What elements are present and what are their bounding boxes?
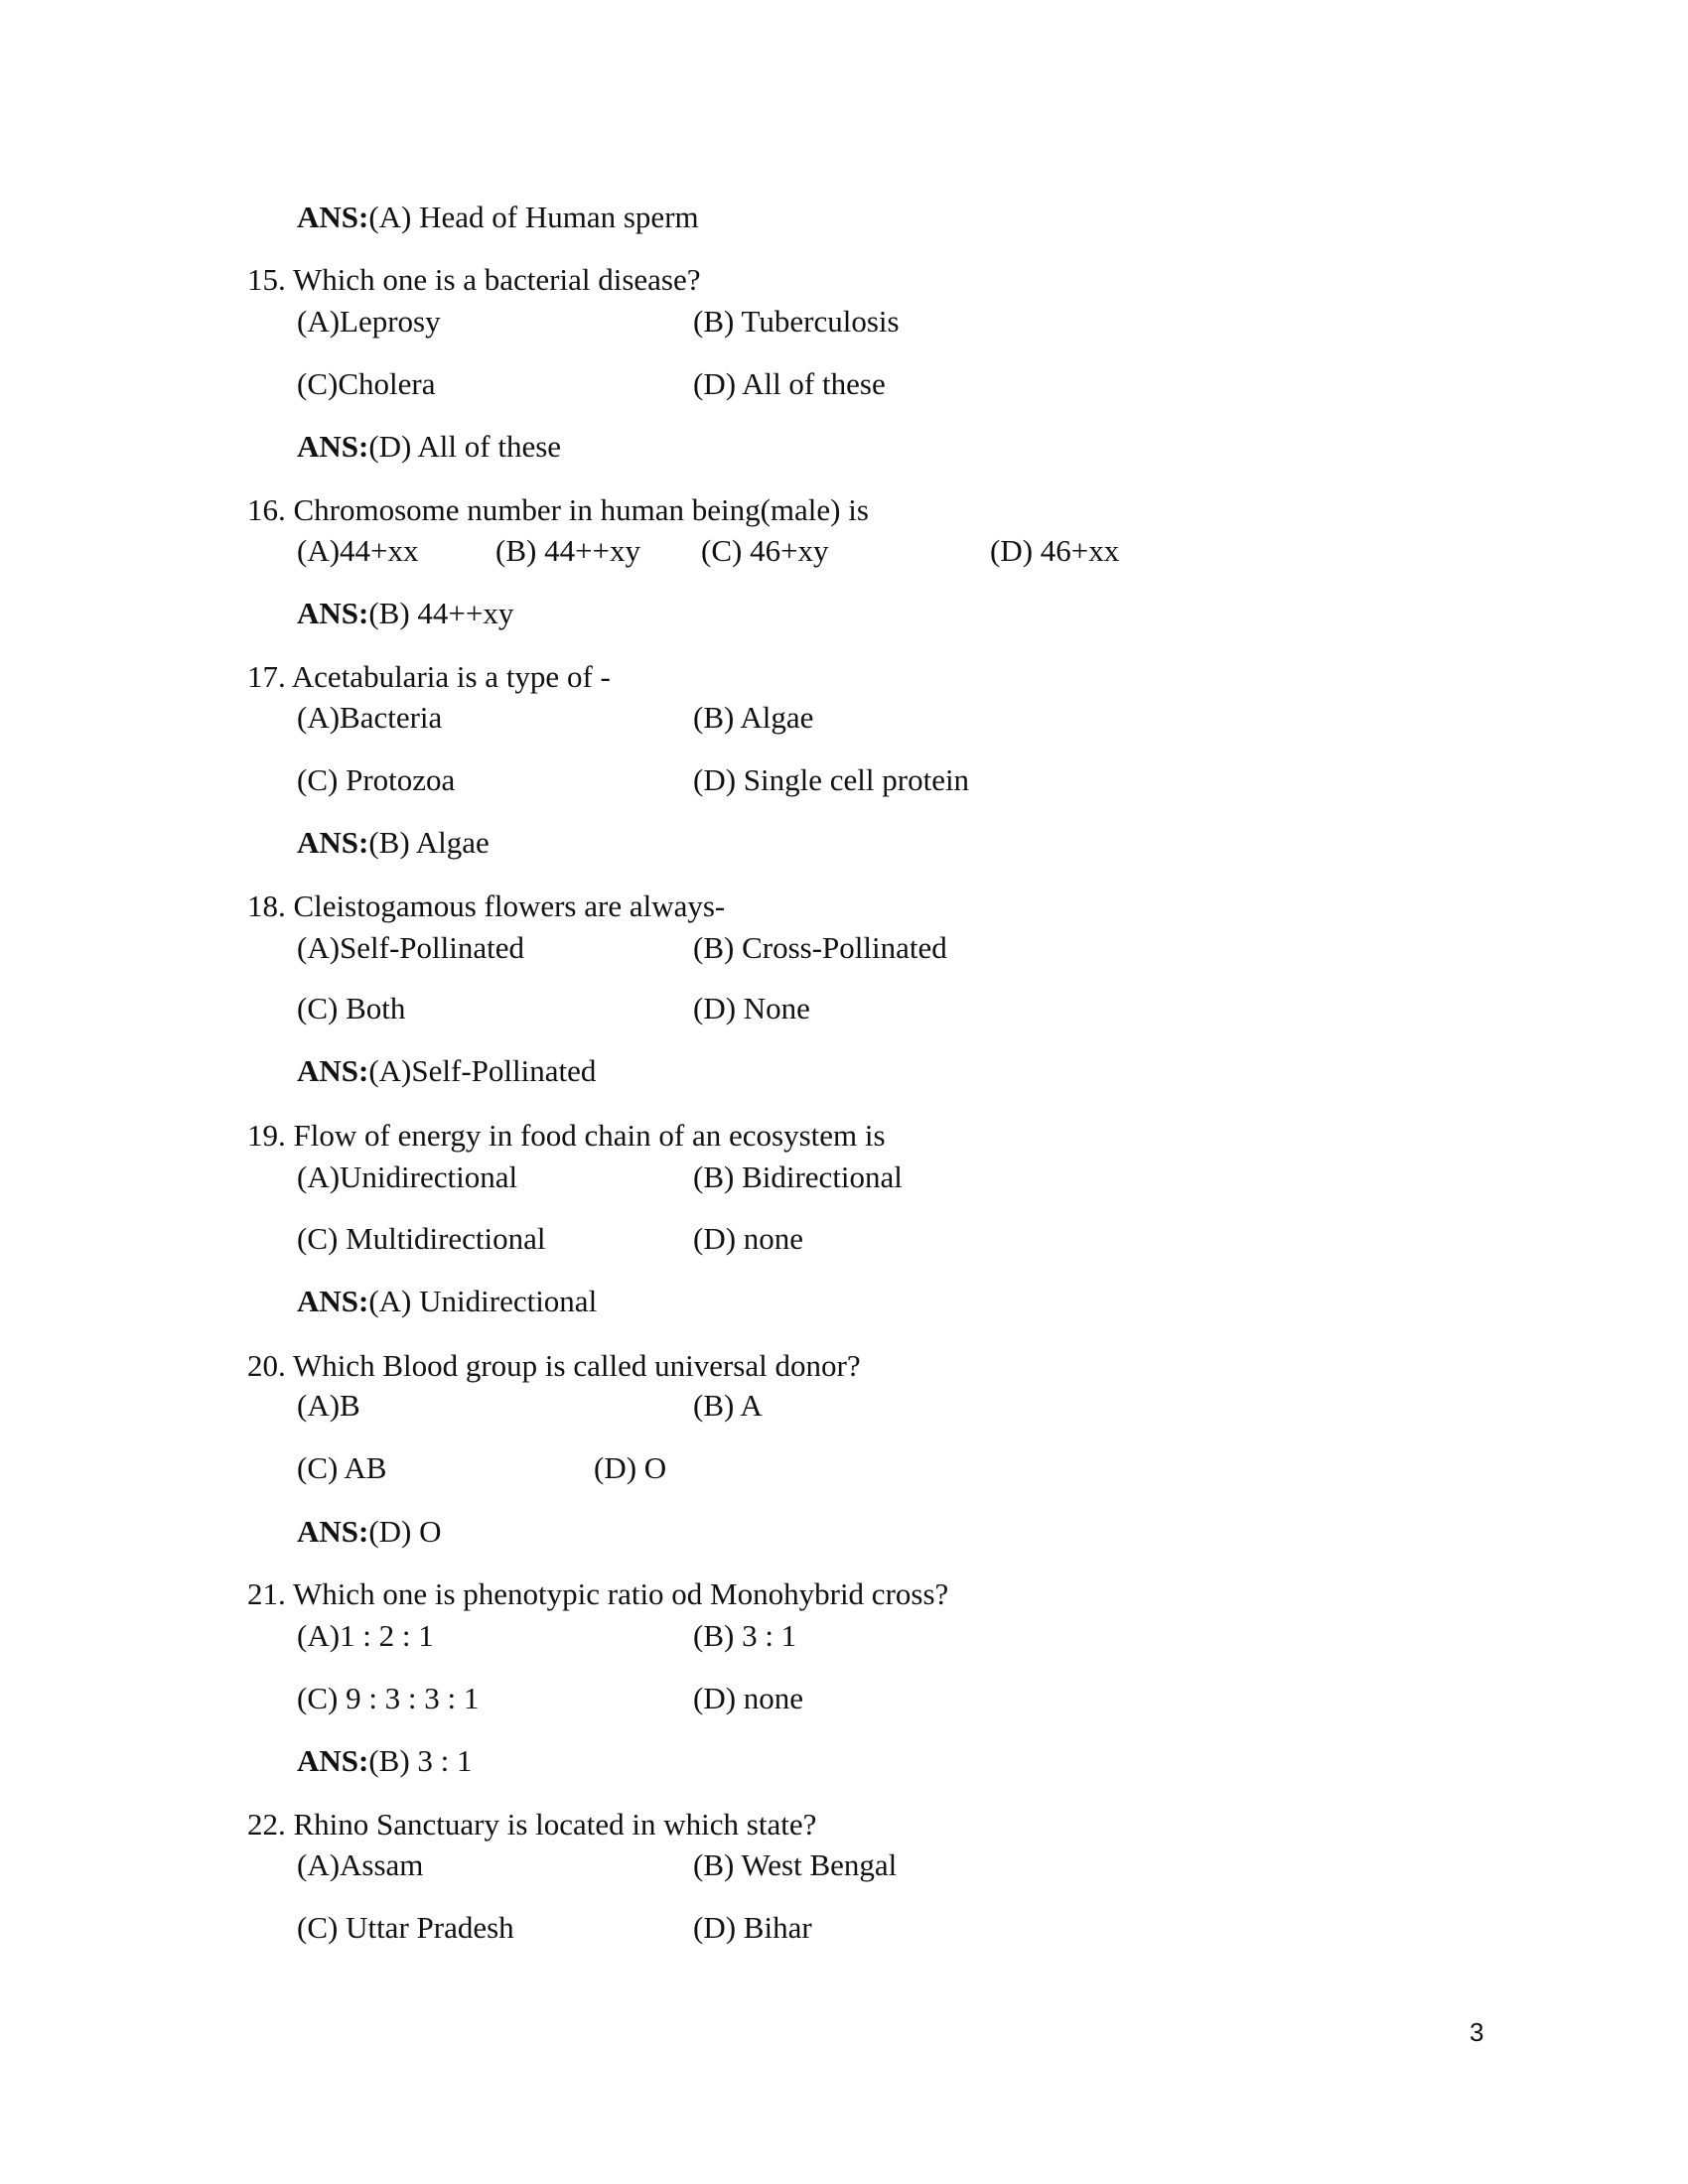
ans-label: ANS: <box>297 429 369 464</box>
option-a: (A)B <box>297 1388 360 1423</box>
option-c: (C) Both <box>297 991 406 1025</box>
question-20: 20. Which Blood group is called universal donor? <box>247 1348 861 1383</box>
ans-label: ANS: <box>297 1743 369 1778</box>
option-d: (D) None <box>693 991 810 1025</box>
option-a: (A)Self-Pollinated <box>297 930 525 965</box>
option-b: (B) A <box>693 1388 763 1423</box>
page-number: 3 <box>1470 2017 1484 2047</box>
answer-text: (D) All of these <box>368 429 562 464</box>
ans-label: ANS: <box>297 825 369 860</box>
option-c: (C) 9 : 3 : 3 : 1 <box>297 1681 480 1715</box>
option-b: (B) Bidirectional <box>693 1160 903 1194</box>
question-22: 22. Rhino Sanctuary is located in which state? <box>247 1807 817 1842</box>
answer-text: (B) Algae <box>368 825 490 860</box>
option-c: (C)Cholera <box>297 366 436 401</box>
option-d: (D) All of these <box>693 366 886 401</box>
option-a: (A)Leprosy <box>297 304 441 339</box>
option-d: (D) Single cell protein <box>693 762 970 797</box>
option-c: (C) AB <box>297 1450 387 1485</box>
option-b: (B) 44++xy <box>495 533 641 568</box>
option-d: (D) none <box>693 1221 804 1256</box>
option-d: (D) O <box>594 1450 667 1485</box>
answer-line <box>297 1741 473 1781</box>
question-19: 19. Flow of energy in food chain of an ecosystem is <box>247 1118 886 1153</box>
option-d: (D) none <box>693 1681 804 1715</box>
option-a: (A)1 : 2 : 1 <box>297 1618 434 1653</box>
answer-line <box>297 823 490 863</box>
option-a: (A)Assam <box>297 1847 424 1882</box>
option-a: (A)44+xx <box>297 533 419 568</box>
option-a: (A)Bacteria <box>297 700 443 735</box>
option-b: (B) West Bengal <box>693 1847 898 1882</box>
option-b: (B) Algae <box>693 700 814 735</box>
answer-line <box>297 594 513 633</box>
question-15: 15. Which one is a bacterial disease? <box>247 262 701 297</box>
option-b: (B) Cross-Pollinated <box>693 930 947 965</box>
answer-text: (B) 3 : 1 <box>368 1743 473 1778</box>
option-a: (A)Unidirectional <box>297 1160 518 1194</box>
ans-label: ANS: <box>297 200 369 234</box>
option-c: (C) 46+xy <box>701 533 829 568</box>
answer-line <box>297 198 699 237</box>
option-b: (B) Tuberculosis <box>693 304 900 339</box>
answer-line <box>297 427 561 467</box>
answer-text: (A) Head of Human sperm <box>368 200 699 234</box>
ans-label: ANS: <box>297 1514 369 1549</box>
ans-label: ANS: <box>297 1053 369 1088</box>
question-16: 16. Chromosome number in human being(male) is <box>247 492 869 527</box>
question-17: 17. Acetabularia is a type of - <box>247 659 611 694</box>
option-b: (B) 3 : 1 <box>693 1618 797 1653</box>
option-c: (C) Multidirectional <box>297 1221 546 1256</box>
option-d: (D) Bihar <box>693 1910 812 1945</box>
question-21: 21. Which one is phenotypic ratio od Monohybrid cross? <box>247 1576 949 1611</box>
answer-text: (D) O <box>368 1514 442 1549</box>
ans-label: ANS: <box>297 596 369 630</box>
ans-label: ANS: <box>297 1284 369 1318</box>
question-18: 18. Cleistogamous flowers are always- <box>247 888 726 923</box>
option-c: (C) Uttar Pradesh <box>297 1910 514 1945</box>
answer-text: (A) Unidirectional <box>368 1284 598 1318</box>
answer-line <box>297 1512 442 1552</box>
answer-line <box>297 1282 597 1321</box>
option-c: (C) Protozoa <box>297 762 456 797</box>
option-d: (D) 46+xx <box>990 533 1120 568</box>
answer-text: (A)Self-Pollinated <box>368 1053 597 1088</box>
answer-line <box>297 1051 596 1091</box>
answer-text: (B) 44++xy <box>368 596 514 630</box>
